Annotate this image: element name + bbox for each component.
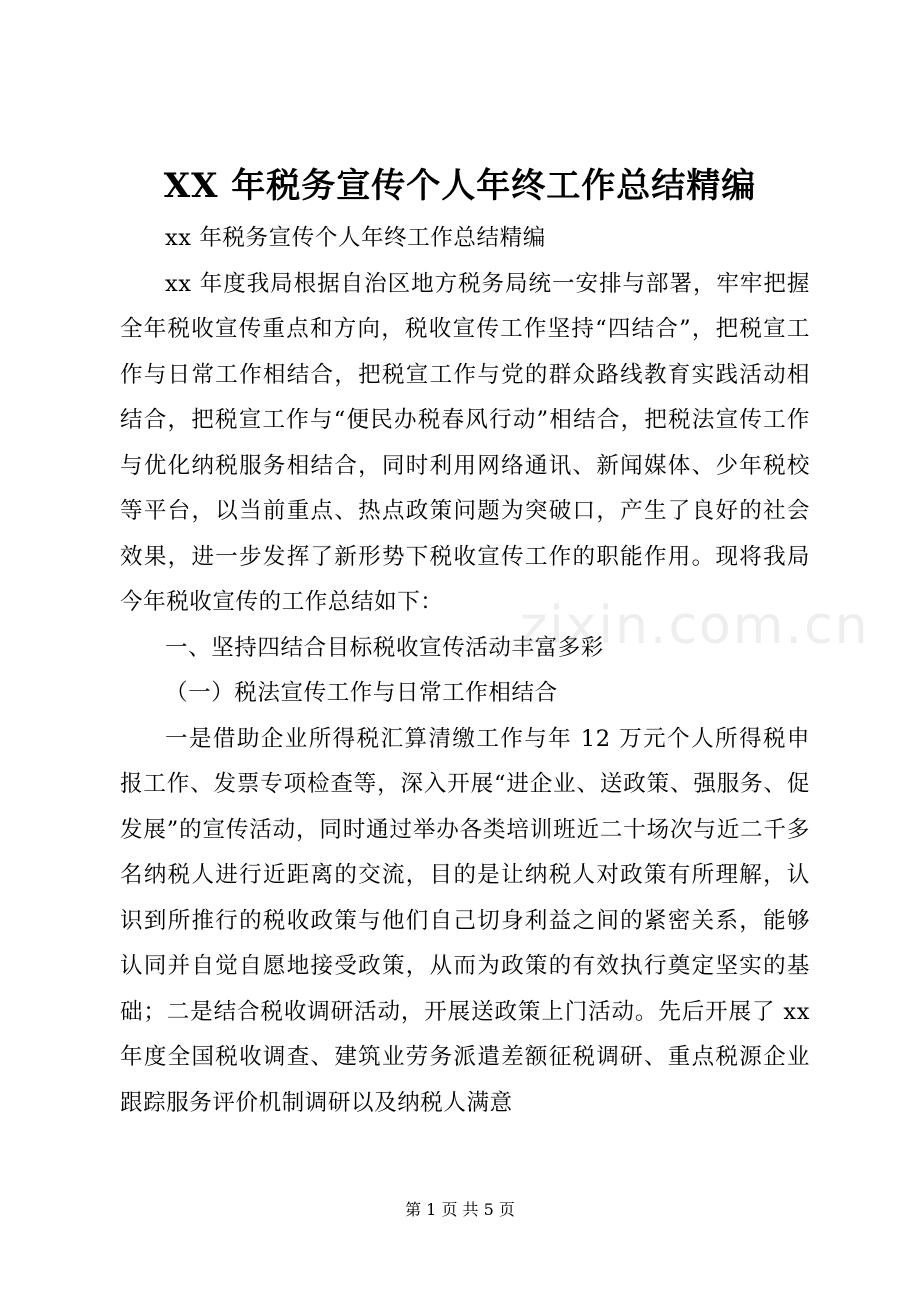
subsection-heading: （一）税法宣传工作与日常工作相结合 bbox=[165, 680, 558, 706]
document-title: XX 年税务宣传个人年终工作总结精编 bbox=[163, 166, 757, 206]
section-heading: 一、坚持四结合目标税收宣传活动丰富多彩 bbox=[165, 634, 604, 661]
subtitle-paragraph: xx 年税务宣传个人年终工作总结精编 bbox=[165, 225, 546, 251]
intro-paragraph: xx 年度我局根据自治区地方税务局统一安排与部署，牢牢把握全年税收宣传重点和方向，税收宣传工作坚持“四结合”，把税宣工作与日常工作相结合，把税宣工作与党的群众路线教育实践活动相结合，把税宣工作与“便民办税春风行动”相结合，把税法宣传工作与优化纳税服务相结合，同时利用网络通讯、新闻媒体、少年税校等平台，以当前重点、热点政策问题为突破口，产生了良好的社会效果，进一步发挥了新形势下税收宣传工作的职能作用。现将我局今年税收宣传的工作总结如下： bbox=[120, 270, 810, 615]
body-paragraph: 一是借助企业所得税汇算清缴工作与年 12 万元个人所得税申报工作、发票专项检查等，深入开展“进企业、送政策、强服务、促发展”的宣传活动，同时通过举办各类培训班近二十场次与近二千多名纳税人进行近距离的交流，目的是让纳税人对政策有所理解，认识到所推行的税收政策与他们自己切身利益之间的紧密关系，能够认同并自觉自愿地接受政策，从而为政策的有效执行奠定坚实的基础；二是结合税收调研活动，开展送政策上门活动。先后开展了 xx 年度全国税收调查、建筑业劳务派遣差额征税调研、重点税源企业跟踪服务评价机制调研以及纳税人满意 bbox=[120, 725, 810, 1116]
watermark: zixin.com.cn bbox=[520, 596, 870, 656]
page-footer: 第 1 页 共 5 页 bbox=[405, 1200, 515, 1219]
document-body bbox=[120, 216, 810, 1126]
